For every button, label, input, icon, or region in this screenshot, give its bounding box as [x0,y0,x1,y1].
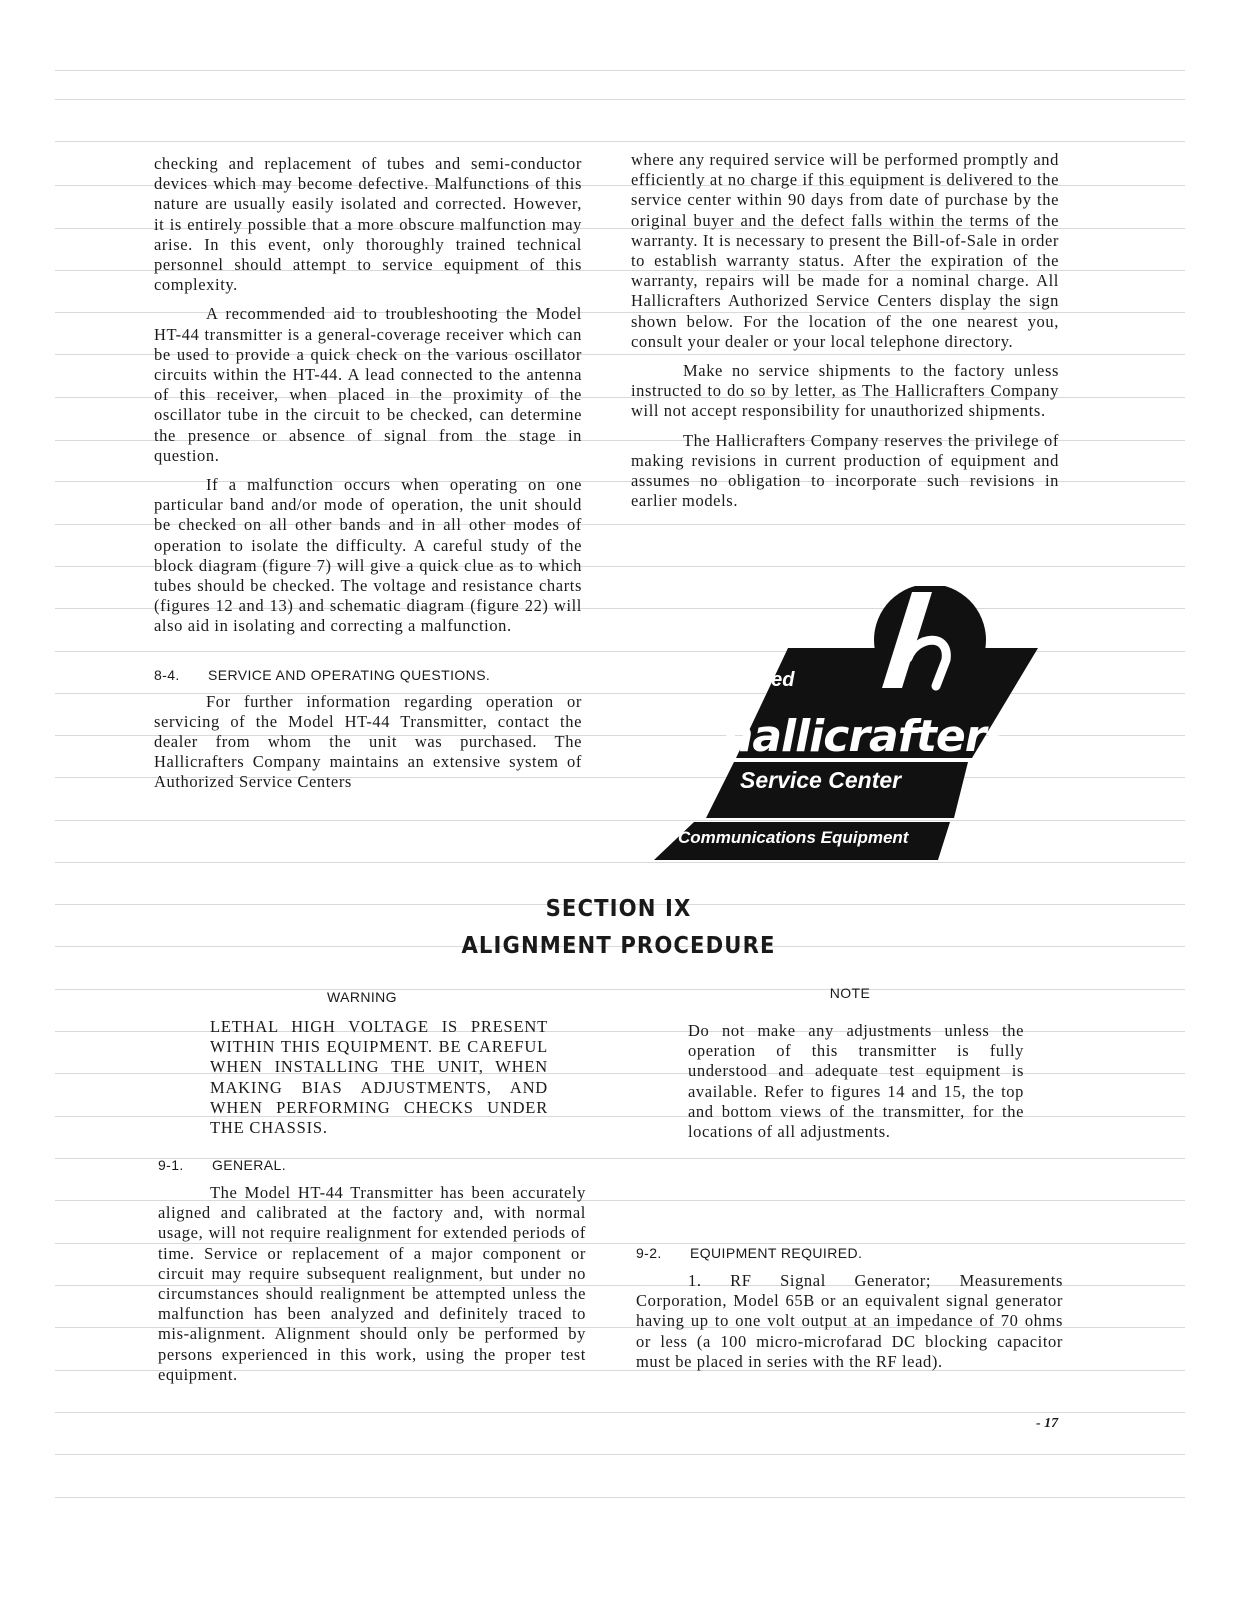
logo-brand-text: hallicrafters [722,711,1011,762]
scan-rule [55,1454,1185,1455]
general-section [158,1157,586,1385]
paragraph-warranty-service: where any required service will be performed promptly and efficiently at no charge if this equipment is delivered to the service center within 90 days from date of purchase by the original buyer and the defect falls within the terms of the warranty. It is necessary to present the Bill-of-Sale in order to establish warranty status. After the expiration of the warranty, repairs will be made for a nominal charge. All Hallicrafters Authorized Service Centers display the sign shown below. For the location of the one nearest you, consult your dealer or your local telephone directory. [631,150,1059,351]
section-title: SERVICE AND OPERATING QUESTIONS. [208,666,491,683]
section-number: 9-2. [636,1245,662,1261]
paragraph-service-questions: For further information regarding operation or servicing of the Model HT-44 Transmitter, contact the dealer from whom the unit was purchased. The Hallicrafters Company maintains an extensive system of Authorized Service Centers [154,691,582,792]
note-text: Do not make any adjustments unless the operation of this transmitter is fully understood and adequate test equipment is available. Refer to figures 14 and 15, the top and bottom views of the transmitter, for the locations of all adjustments. [688,1021,1024,1142]
warning-text: LETHAL HIGH VOLTAGE IS PRESENT WITHIN THIS EQUIPMENT. BE CAREFUL WHEN INSTALLING THE UNIT, WHEN MAKING BIAS ADJUSTMENTS, AND WHEN PERFORMING CHECKS UNDER THE CHASSIS. [210,1017,548,1138]
paragraph-tube-checking: checking and replacement of tubes and semi-conductor devices which may become defective. Malfunctions of this nature are usually easily isolated and corrected. However, it is entirely possible that a more obscure malfunction may arise. In this event, only thoroughly trained technical personnel should attempt to service equipment of this complexity. [154,154,582,295]
warning-box [210,989,548,1138]
section-number: 8-4. [154,666,180,683]
hallicrafters-service-center-logo [650,586,1050,866]
equipment-section [636,1245,1063,1372]
page-number: - 17 [1036,1416,1059,1431]
scan-rule [55,1497,1185,1498]
section-number: 9-1. [158,1157,184,1173]
equipment-text: 1. RF Signal Generator; Measurements Corporation, Model 65B or an equivalent signal generator having up to one volt output at an impedance of 70 ohms or less (a 100 micro-microfarad DC blocking capacitor must be placed in series with the RF lead). [636,1271,1063,1371]
paragraph-malfunction-isolation: If a malfunction occurs when operating on one particular band and/or mode of operation, the unit should be checked on all other bands and in all other modes of operation to isolate the difficulty. A careful study of the block diagram (figure 7) will give a quick clue as to which tubes should be checked. The voltage and resistance charts (figures 12 and 13) and schematic diagram (figure 22) will also aid in isolating and correcting a malfunction. [154,475,582,636]
note-label: NOTE [829,985,871,1001]
section-heading-9-2 [636,1245,1063,1261]
section-number-heading: SECTION IX [545,896,692,922]
scan-rule [55,70,1185,71]
section-title-heading: ALIGNMENT PROCEDURE [461,933,776,959]
scan-rule [55,1412,1185,1413]
general-text: The Model HT-44 Transmitter has been accurately aligned and calibrated at the factory and, with normal usage, will not require realignment for extended periods of time. Service or replacement of a major component or circuit may require subsequent realignment, but under no circumstances should realignment be attempted unless the malfunction has been analyzed and definitely traced to mis-alignment. Alignment should only be performed by persons experienced in this work, using the proper test equipment. [158,1183,586,1384]
scan-rule [55,141,1185,142]
paragraph-shipments: Make no service shipments to the factory unless instructed to do so by letter, as The Hallicrafters Company will not accept responsibility for unauthorized shipments. [631,361,1059,421]
section-heading-9-1 [158,1157,586,1173]
section-title: EQUIPMENT REQUIRED. [690,1245,863,1261]
note-box [688,985,1024,1142]
logo-graphic [650,586,1050,866]
section-heading-8-4 [154,667,582,683]
logo-service-text: Service Center [740,767,902,793]
logo-authorized-text: Authorized [690,669,795,691]
logo-comm-text: Communications Equipment [678,828,909,847]
right-column [631,150,1059,511]
left-column [154,154,582,793]
warning-label: WARNING [327,989,397,1005]
paragraph-revisions: The Hallicrafters Company reserves the privilege of making revisions in current production of equipment and assumes no obligation to incorporate such revisions in earlier models. [631,430,1059,511]
paragraph-troubleshooting-aid: A recommended aid to troubleshooting the Model HT-44 transmitter is a general-coverage receiver which can be used to provide a quick check on the various oscillator circuits within the HT-44. A lead connected to the antenna of this receiver, when placed in the proximity of the oscillator tube in the circuit to be checked, can determine the presence or absence of signal from the stage in question. [154,304,582,465]
section-title: GENERAL. [212,1157,286,1173]
scan-rule [55,99,1185,100]
